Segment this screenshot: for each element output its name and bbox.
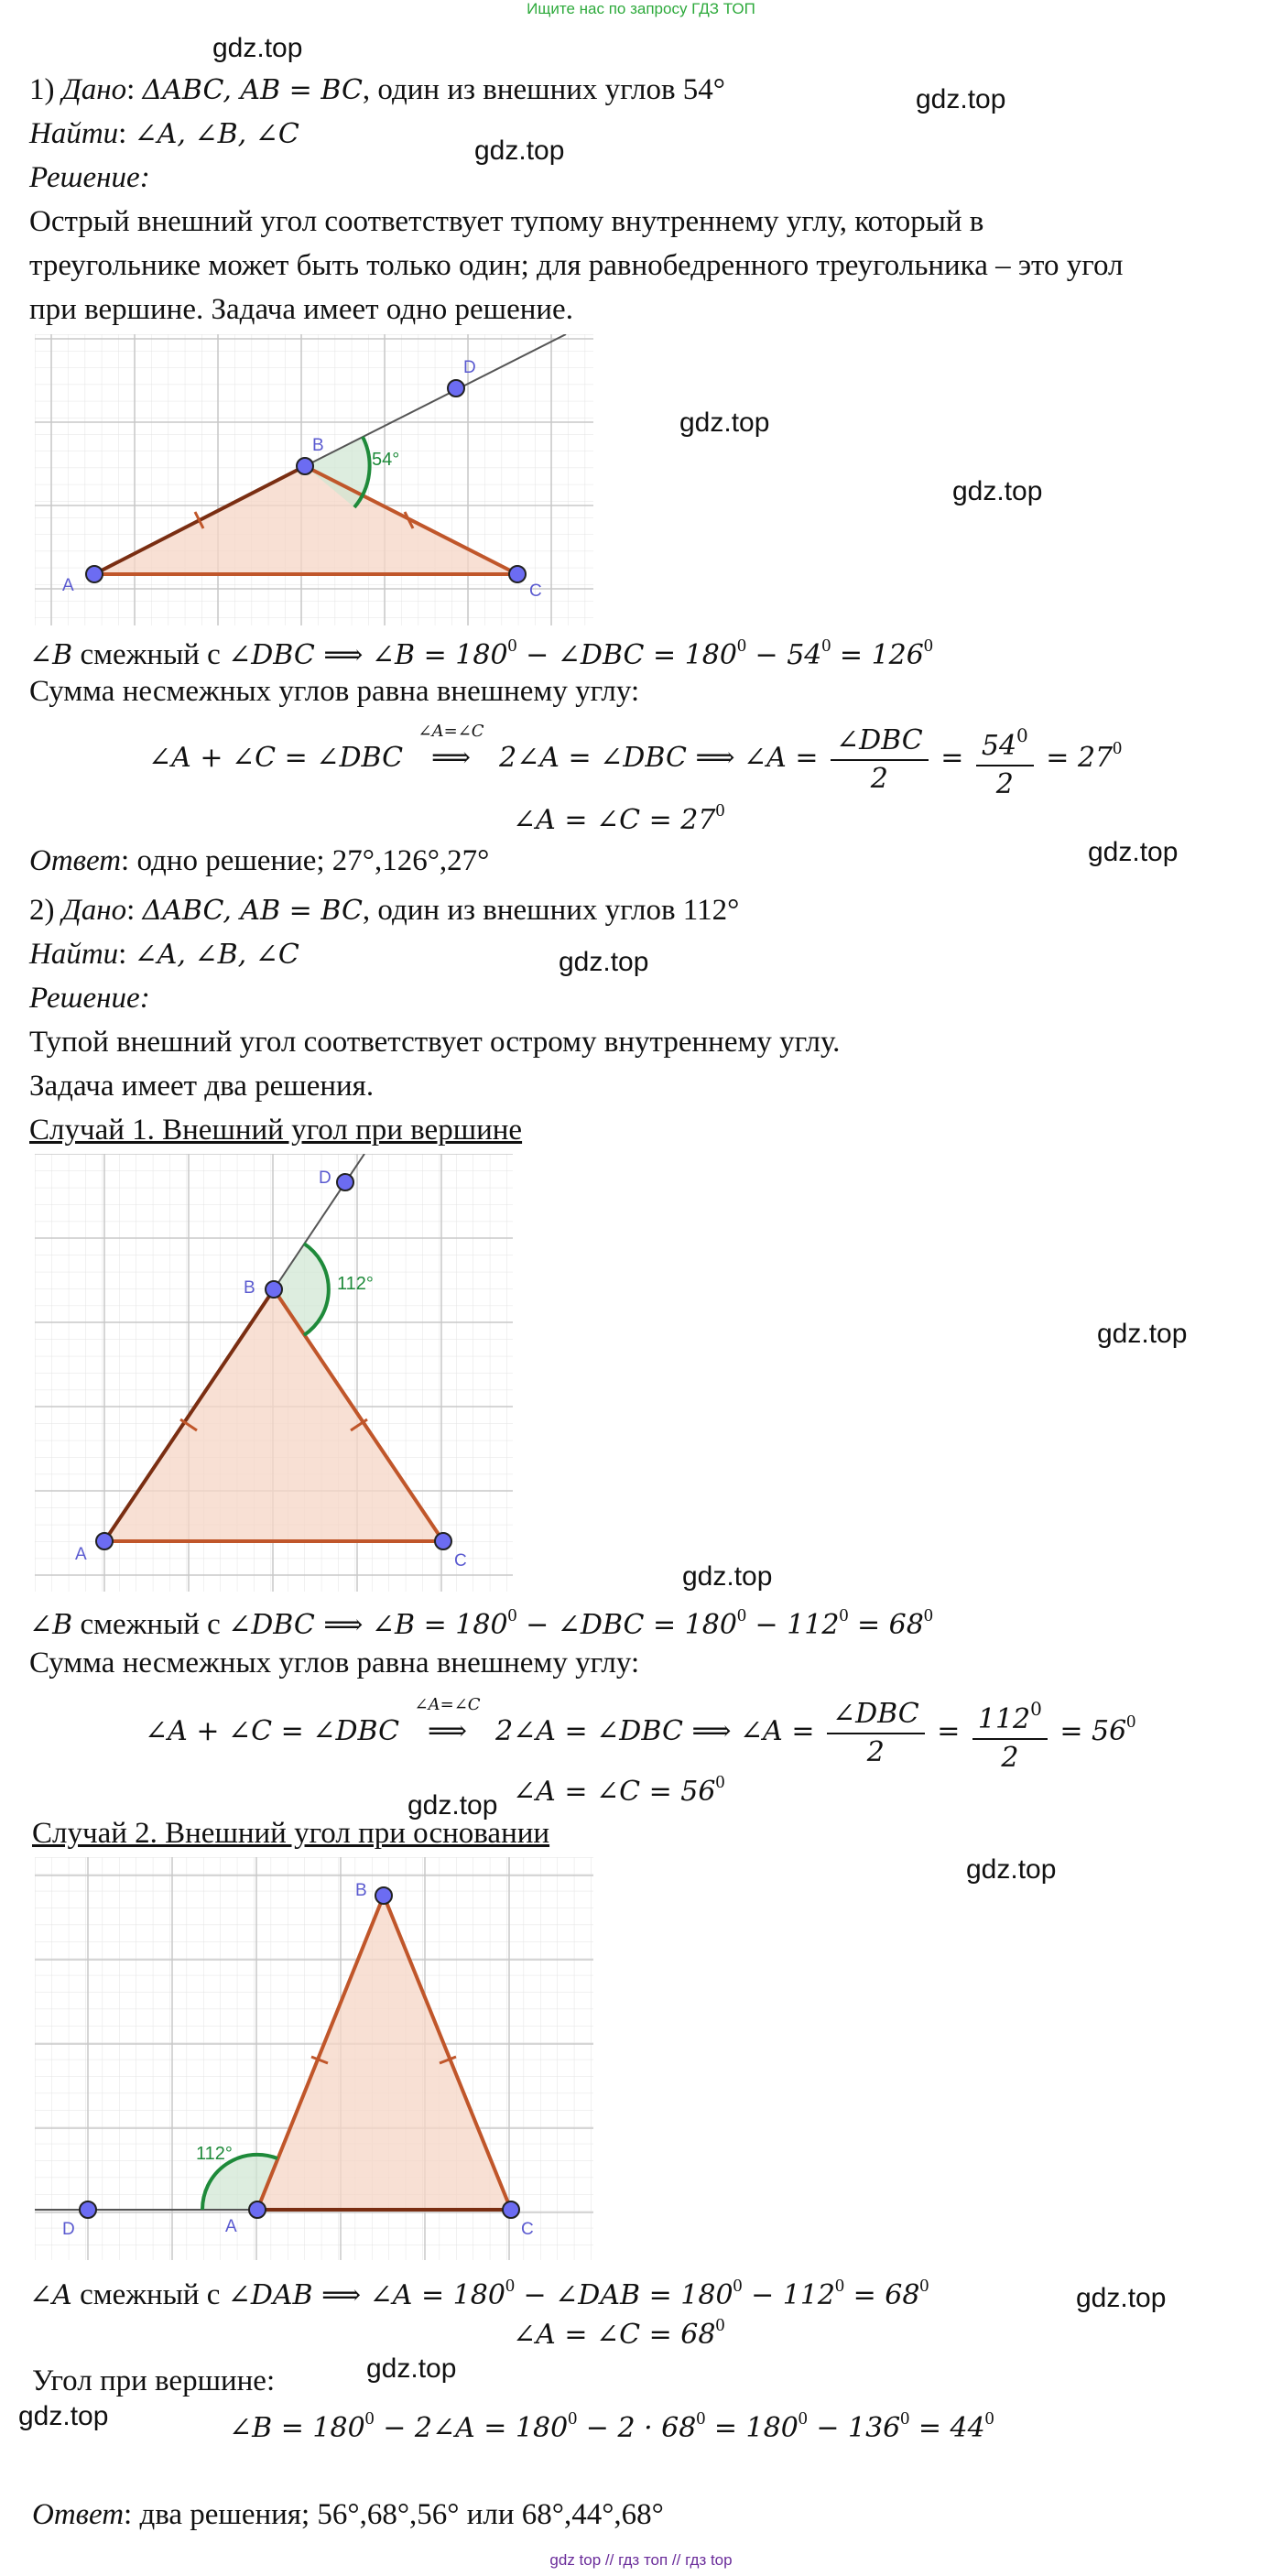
point-a bbox=[249, 2201, 266, 2218]
point-c bbox=[435, 1533, 451, 1549]
watermark: gdz.top bbox=[682, 1561, 773, 1592]
part2-answer: Ответ: два решения; 56°,68°,56° или 68°,44°,68° bbox=[32, 2498, 664, 2531]
angle-label: 112° bbox=[337, 1274, 374, 1294]
case2-adjacent-line: ∠A смежный с ∠DAB ⟹ ∠A = $180^0$ − ∠DAB = $180^0 - 112^0 = 68^0$ bbox=[29, 2276, 929, 2311]
watermark: gdz.top bbox=[952, 476, 1043, 506]
case2-title: Случай 2. Внешний угол при основании bbox=[32, 1817, 550, 1850]
label-d: D bbox=[463, 358, 476, 377]
header-search-link[interactable]: Ищите нас по запросу ГДЗ ТОП bbox=[527, 0, 755, 17]
part2-para2: Задача имеет два решения. bbox=[29, 1070, 375, 1103]
label-d: D bbox=[319, 1168, 331, 1188]
label-b: B bbox=[244, 1278, 255, 1298]
point-c bbox=[503, 2201, 519, 2218]
watermark: gdz.top bbox=[679, 408, 770, 438]
watermark: gdz.top bbox=[559, 947, 649, 977]
case1-equation: ∠A + ∠C = ∠DBC ∠A=∠C ⟹ 2∠A = ∠DBC ⟹ ∠A = $\frac{\text{∠DBC}}{2}$ = $\frac{112^0}{2}$ = $56^0$ bbox=[145, 1690, 1135, 1777]
watermark: gdz.top bbox=[474, 136, 565, 166]
part2-given: 2) Дано: ΔABC, AB = BC, один из внешних углов 112° bbox=[29, 894, 740, 927]
part1-equation: ∠A + ∠C = ∠DBC ∠A=∠C ⟹ 2∠A = ∠DBC ⟹ ∠A = $\frac{\text{∠DBC}}{2}$ = $\frac{54^0}{2}$ = $27^0$ bbox=[148, 717, 1122, 803]
apex-equation: ∠B = $180^0$ − 2∠A = $180^0 - 2 \cdot 68^0 = 180^0 - 136^0 = 44^0$ bbox=[229, 2408, 994, 2444]
point-d bbox=[448, 380, 464, 397]
point-d bbox=[80, 2201, 96, 2218]
case1-adjacent-line: ∠B смежный с ∠DBC ⟹ ∠B = $180^0$ − ∠DBC = $180^0 - 112^0 = 68^0$ bbox=[29, 1605, 933, 1641]
watermark: gdz.top bbox=[966, 1854, 1057, 1885]
label-d: D bbox=[62, 2220, 75, 2239]
part1-answer: Ответ: одно решение; 27°,126°,27° bbox=[29, 844, 490, 877]
figure-part1 bbox=[35, 334, 593, 625]
label-b: B bbox=[312, 436, 324, 455]
part1-equation-2: ∠A = ∠C = $27^0$ bbox=[513, 800, 725, 836]
angle-label: 112° bbox=[196, 2144, 233, 2164]
angle-label: 54° bbox=[372, 450, 400, 470]
case1-sum-text: Сумма несмежных углов равна внешнему углу: bbox=[29, 1647, 640, 1679]
point-b bbox=[297, 458, 313, 474]
part1-find: Найти: ∠A, ∠B, ∠C bbox=[29, 117, 299, 150]
label-a: A bbox=[225, 2217, 237, 2236]
point-a bbox=[86, 566, 103, 582]
watermark: gdz.top bbox=[1076, 2283, 1167, 2313]
label-b: B bbox=[355, 1881, 367, 1900]
watermark: gdz.top bbox=[18, 2401, 109, 2431]
watermark: gdz.top bbox=[407, 1790, 498, 1821]
part1-sum-text: Сумма несмежных углов равна внешнему углу: bbox=[29, 675, 640, 708]
point-a bbox=[96, 1533, 113, 1549]
watermark: gdz.top bbox=[366, 2353, 457, 2384]
case2-equation-2: ∠A = ∠C = $68^0$ bbox=[513, 2315, 725, 2351]
label-c: C bbox=[529, 582, 542, 601]
point-c bbox=[509, 566, 526, 582]
part2-para1: Тупой внешний угол соответствует острому внутреннему углу. bbox=[29, 1026, 841, 1059]
point-b bbox=[375, 1887, 392, 1904]
apex-label: Угол при вершине: bbox=[32, 2364, 276, 2397]
watermark: gdz.top bbox=[916, 84, 1006, 114]
part1-para1: Острый внешний угол соответствует тупому внутреннему углу, который в bbox=[29, 205, 984, 238]
watermark: gdz.top bbox=[1088, 837, 1179, 867]
footer-links[interactable]: gdz top // гдз топ // гдз top bbox=[549, 2551, 733, 2569]
part2-solution-label: Решение: bbox=[29, 982, 150, 1015]
label-c: C bbox=[454, 1551, 467, 1571]
point-b bbox=[266, 1281, 282, 1298]
part1-solution-label: Решение: bbox=[29, 161, 150, 194]
part2-find: Найти: ∠A, ∠B, ∠C bbox=[29, 938, 299, 971]
part1-para3: при вершине. Задача имеет одно решение. bbox=[29, 293, 573, 326]
label-a: A bbox=[62, 576, 74, 595]
watermark: gdz.top bbox=[1097, 1319, 1188, 1349]
case1-title: Случай 1. Внешний угол при вершине bbox=[29, 1114, 523, 1147]
part1-given: 1) Дано: ΔABC, AB = BC, один из внешних углов 54° bbox=[29, 73, 726, 106]
label-c: C bbox=[521, 2220, 534, 2239]
figure-case1 bbox=[35, 1154, 513, 1592]
figure-case2 bbox=[35, 1857, 593, 2260]
label-a: A bbox=[75, 1545, 87, 1564]
watermark: gdz.top bbox=[212, 33, 303, 63]
part1-para2: треугольнике может быть только один; для равнобедренного треугольника – это угол bbox=[29, 249, 1124, 282]
point-d bbox=[337, 1174, 353, 1190]
case1-equation-2: ∠A = ∠C = $56^0$ bbox=[513, 1772, 725, 1808]
part1-adjacent-line: ∠B смежный с ∠DBC ⟹ ∠B = $180^0$ − ∠DBC = $180^0 - 54^0 = 126^0$ bbox=[29, 636, 933, 671]
